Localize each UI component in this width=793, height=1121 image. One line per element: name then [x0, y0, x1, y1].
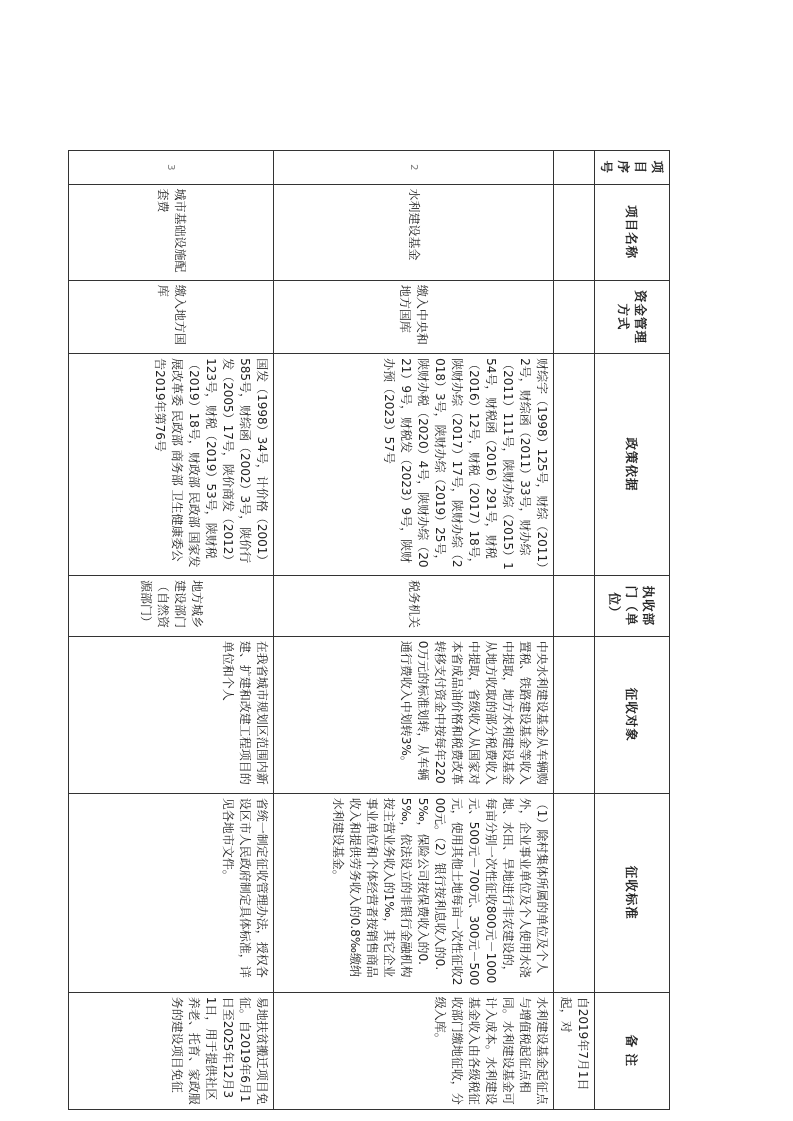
- cell-standard: 省统一制定征收管理办法，授权各设区市人民政府制定具体标准，详见各地市文件。: [69, 793, 274, 992]
- cell-name: [554, 184, 595, 280]
- cell-standard: （1）除村集体所属的单位及个人外，企业事业单位及个人使用水浇地、水田、旱地进行非农建设的，每亩分别一次性征收800元－1000元、500元－700元、300元－500元，使用其他土地每亩一次性征收200元。（2）银行按利息收入的0.5‰，保险公司按保费收入的0.5‰，依法设立的非银行金融机构按主营业务收入的1‰，其它企业事业单位和个体经营者按销售商品收入和提供劳务收入的0.8‰缴纳水利建设基金。: [274, 793, 554, 992]
- header-mode: 资金管理方式: [595, 280, 670, 353]
- cell-standard: [554, 793, 595, 992]
- header-basis: 政策依据: [595, 354, 670, 576]
- cell-note: 自2019年7月1日起，对: [554, 992, 595, 1109]
- fee-policy-table: [68, 150, 670, 1110]
- table-row: [554, 151, 595, 1110]
- cell-mode: [554, 280, 595, 353]
- table-row: [69, 151, 274, 1110]
- table-header-row: [595, 151, 670, 1110]
- header-dept: 执收部门（单位）: [595, 576, 670, 637]
- cell-seq: [554, 151, 595, 185]
- cell-name: 城市基础设施配套费: [69, 184, 274, 280]
- cell-note: 水利建设基金起征点与增值税起征点相同。水利建设基金可计入成本。水利建设基金收入由各级税征收部门缴地征收，分级入库。: [274, 992, 554, 1109]
- cell-object: [554, 636, 595, 793]
- cell-name: 水利建设基金: [274, 184, 554, 280]
- cell-dept: [554, 576, 595, 637]
- header-name: 项目名称: [595, 184, 670, 280]
- table-row: [274, 151, 554, 1110]
- cell-basis: [554, 354, 595, 576]
- header-object: 征收对象: [595, 636, 670, 793]
- cell-basis: 财综字（1998）125号，财综（2011）2号，财综函（2011）33号，财办综（2011）111号，陕财办综（2015）154号，财税函（2016）291号，财税（2016）12号，财税（2017）18号，陕财办综（2017）17号，陕财办综（2018）3号，陕财办综（2019）25号，陕财办税（2020）4号，陕财办综（2021）9号，财税发（2023）9号，陕财办预（2023）57号: [274, 354, 554, 576]
- cell-seq: 3: [69, 151, 274, 185]
- cell-object: 在我省城市规划区范围内新建、扩建和改建工程项目的单位和个人: [69, 636, 274, 793]
- cell-basis: 国发（1998）34号，计价格（2001）585号，财综函（2002）3号，陕价行发（2005）17号，陕价商发（2012）123号，财税（2019）53号，陕财税（2019）18号，财政部 民政部 国家发展改革委 民政部 商务部 卫生健康委公告2019年第76号: [69, 354, 274, 576]
- cell-mode: 缴入中央和地方国库: [274, 280, 554, 353]
- cell-note: 易地扶贫搬迁项目免征。自2019年6月1日至2025年12月31日，用于提供社区养老、托育、家政服务的建设项目免征: [69, 992, 274, 1109]
- header-standard: 征收标准: [595, 793, 670, 992]
- cell-mode: 缴入地方国库: [69, 280, 274, 353]
- header-note: 备 注: [595, 992, 670, 1109]
- cell-dept: 地方城乡建设部门（自然资源部门）: [69, 576, 274, 637]
- cell-object: 中央水利建设基金从车辆购置税、铁路建设基金等收入中提取，地方水利建设基金从地方收取的部分税费收入中提取，省级收入从国家对本省成品油价格和税费改革转移支付资金中按每年2200万元的标准划转，从车辆通行费收入中划转3%。: [274, 636, 554, 793]
- header-seq: 项目序号: [595, 151, 670, 185]
- cell-dept: 税务机关: [274, 576, 554, 637]
- cell-seq: 2: [274, 151, 554, 185]
